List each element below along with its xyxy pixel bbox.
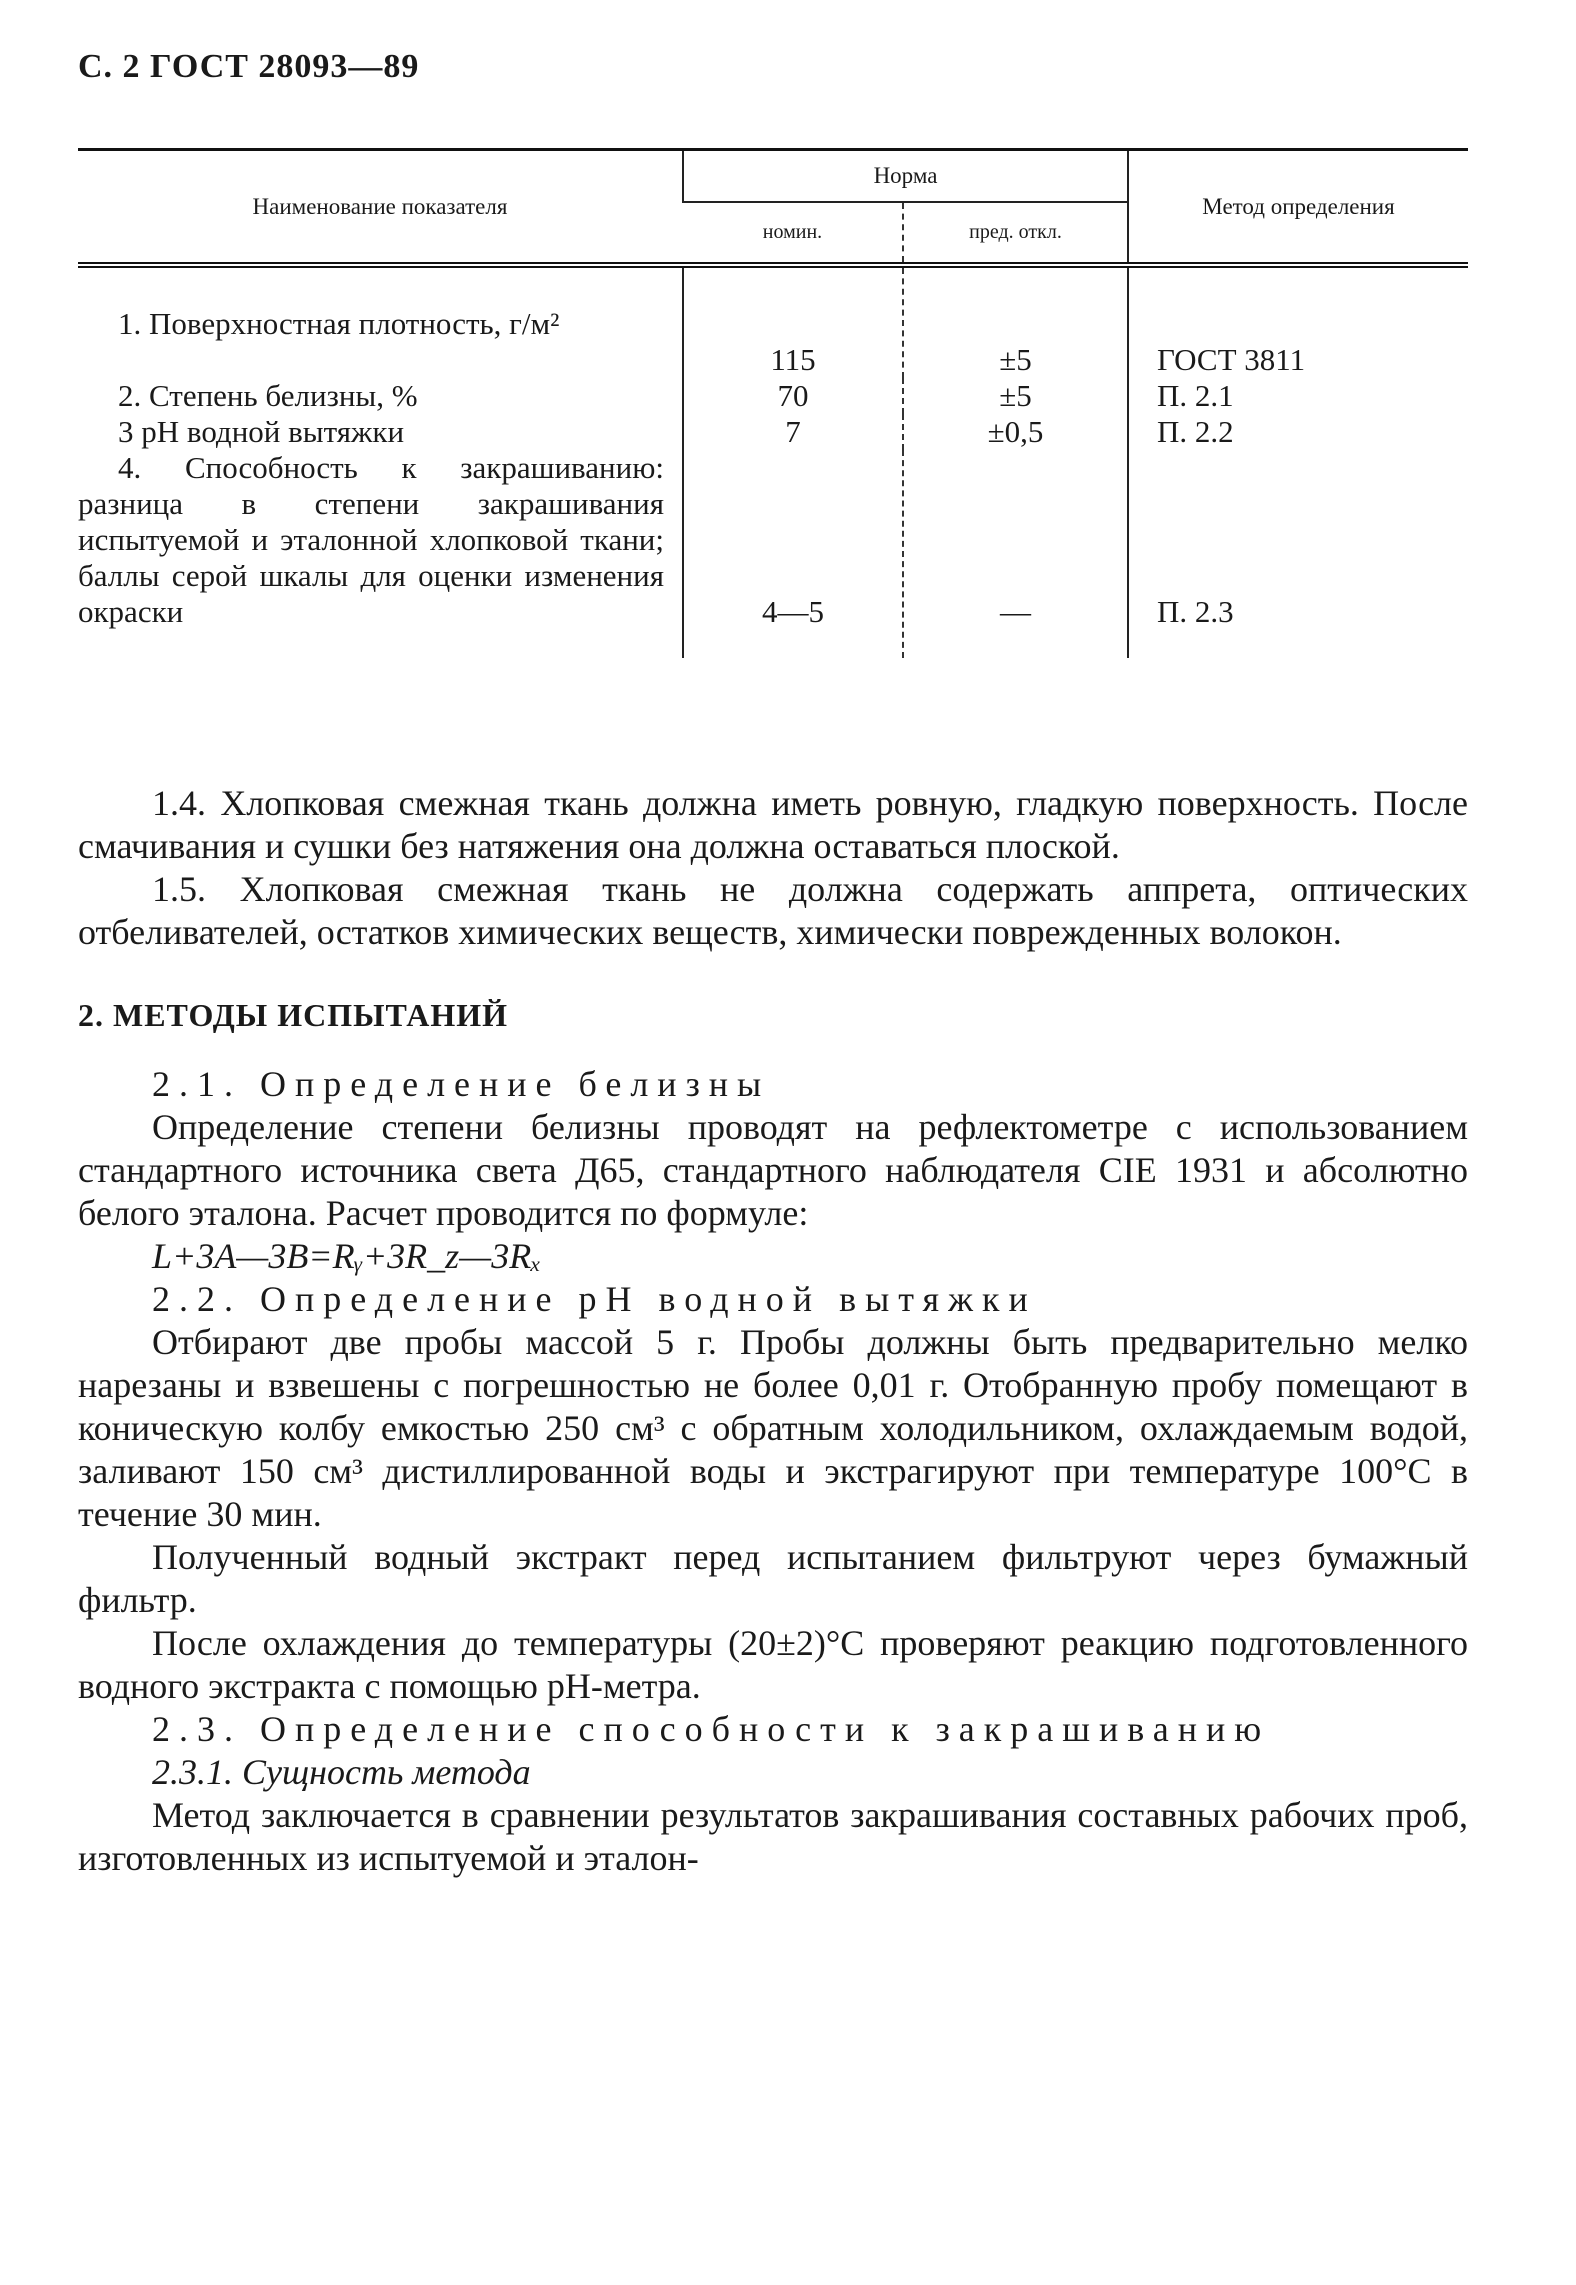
- paragraph-2-2-b: Полученный водный экстракт перед испытанием фильтруют через бумажный фильтр.: [78, 1537, 1468, 1620]
- row-method: ГОСТ 3811: [1128, 265, 1468, 378]
- column-header-nominal: номин.: [762, 221, 823, 243]
- row-name: 4. Способность к закрашиванию: разница в степени закрашивания испытуемой и эталонной хлопковой ткани; баллы серой шкалы для оценки изменения окраски: [78, 450, 664, 629]
- row-deviation: ±5: [903, 378, 1128, 414]
- row-method: П. 2.2: [1128, 414, 1468, 450]
- row-nominal: 115: [683, 265, 903, 378]
- row-method: П. 2.1: [1128, 378, 1468, 414]
- heading-2-1: 2.1. Определение белизны: [152, 1064, 771, 1104]
- paragraph-1-4: 1.4. Хлопковая смежная ткань должна иметь ровную, гладкую поверхность. После смачивания и сушки без натяжения она должна оставаться плоской.: [78, 783, 1468, 866]
- row-deviation: ±0,5: [903, 414, 1128, 450]
- paragraph-2-1: Определение степени белизны проводят на рефлектометре с использованием стандартного источника света Д65, стандартного наблюдателя CIE 1931 и абсолютно белого эталона. Расчет проводится по формуле:: [78, 1107, 1468, 1233]
- column-header-name: Наименование показателя: [78, 150, 683, 266]
- table-row: [78, 265, 1468, 378]
- heading-2-3-1: 2.3.1. Сущность метода: [152, 1752, 531, 1792]
- row-method: П. 2.3: [1128, 450, 1468, 658]
- paragraph-2-3-1: Метод заключается в сравнении результатов закрашивания составных рабочих проб, изготовленных из испытуемой и эталон-: [78, 1795, 1468, 1878]
- column-header-method: Метод определения: [1128, 150, 1468, 266]
- norms-table: [78, 148, 1468, 658]
- row-deviation: ±5: [903, 265, 1128, 378]
- row-nominal: 70: [683, 378, 903, 414]
- paragraph-1-5: 1.5. Хлопковая смежная ткань не должна содержать аппрета, оптических отбеливателей, остатков химических веществ, химически поврежденных волокон.: [78, 869, 1468, 952]
- body-text: [78, 782, 1468, 1880]
- row-name: 1. Поверхностная плотность, г/м²: [118, 306, 560, 341]
- section-title-methods: 2. МЕТОДЫ ИСПЫТАНИЙ: [78, 997, 509, 1033]
- paragraph-2-2-a: Отбирают две пробы массой 5 г. Пробы должны быть предварительно мелко нарезаны и взвешены с погрешностью не более 0,01 г. Отобранную пробу помещают в коническую колбу емкостью 250 см³ с обратным холодильником, охлаждаемым водой, заливают 150 см³ дистиллированной воды и экстрагируют при температуре 100°С в течение 30 мин.: [78, 1322, 1468, 1534]
- row-name: 3 рН водной вытяжки: [118, 414, 405, 449]
- row-name: 2. Степень белизны, %: [118, 378, 418, 413]
- table-row: [78, 414, 1468, 450]
- column-header-deviation: пред. откл.: [903, 202, 1128, 265]
- table-row: [78, 450, 1468, 658]
- row-nominal: 7: [683, 414, 903, 450]
- heading-2-2: 2.2. Определение рН водной вытяжки: [152, 1279, 1037, 1319]
- column-header-norm: Норма: [683, 150, 1128, 203]
- paragraph-2-2-c: После охлаждения до температуры (20±2)°С проверяют реакцию подготовленного водного экстракта с помощью рН-метра.: [78, 1623, 1468, 1706]
- row-deviation: —: [903, 450, 1128, 658]
- row-nominal: 4—5: [683, 450, 903, 658]
- formula: L+3A—3B=Rᵧ+3R_z—3Rₓ: [152, 1236, 542, 1276]
- table-row: [78, 378, 1468, 414]
- heading-2-3: 2.3. Определение способности к закрашиванию: [152, 1709, 1271, 1749]
- page-header: С. 2 ГОСТ 28093—89: [78, 48, 420, 85]
